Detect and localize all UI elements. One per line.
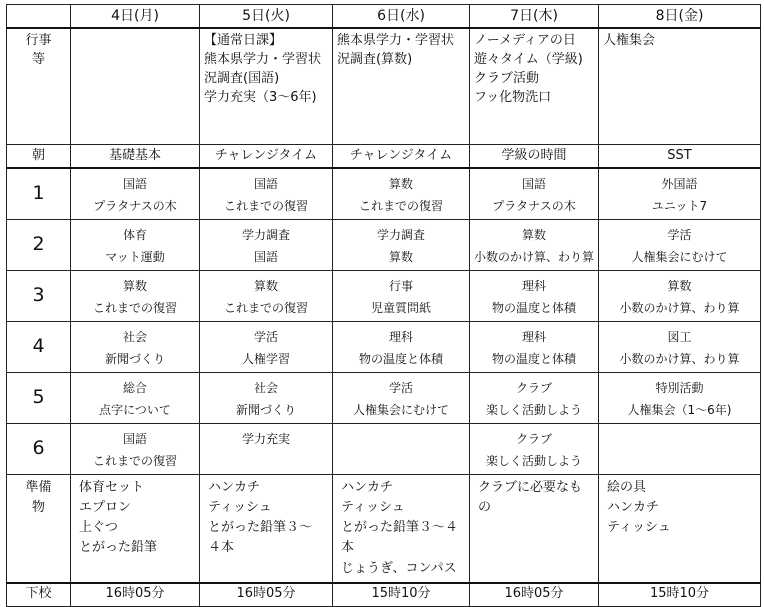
preparation-item: 絵の具 <box>607 480 647 495</box>
period-number: 3 <box>7 271 71 322</box>
preparation-item: ハンカチ <box>607 500 660 516</box>
lesson-cell <box>71 220 200 271</box>
morning-label: 朝 <box>7 145 71 169</box>
period-row <box>7 271 761 322</box>
preparation-item: ハンカチ <box>208 480 261 495</box>
lesson-cell <box>333 220 470 271</box>
preparation-item: とがった鉛筆３〜４本 <box>208 520 313 556</box>
lesson-cell <box>71 271 200 322</box>
preparation-item: クラブに必要なもの <box>478 480 583 516</box>
lesson-topic: プラタナスの木 <box>492 199 576 213</box>
day-header-thu: 7日(木) <box>470 5 599 29</box>
preparation-cell <box>71 475 200 583</box>
event-item: フッ化物洗口 <box>474 89 552 105</box>
day-header-tue: 5日(火) <box>200 5 333 29</box>
period-number: 6 <box>7 424 71 475</box>
lesson-subject: 国語 <box>122 432 147 446</box>
weekly-schedule-table <box>6 4 761 607</box>
period-row <box>7 220 761 271</box>
lesson-topic: 物の温度と体積 <box>491 352 576 366</box>
preparation-row <box>7 475 761 583</box>
lesson-cell <box>599 271 761 322</box>
dismissal-cell: 16時05分 <box>200 583 333 607</box>
events-label <box>7 28 71 145</box>
preparation-item: ティッシュ <box>607 520 671 536</box>
lesson-subject: 算数 <box>253 279 278 293</box>
lesson-topic: これまでの復習 <box>358 199 443 213</box>
lesson-cell <box>200 373 333 424</box>
dismissal-cell: 15時10分 <box>599 583 761 607</box>
morning-cell: チャレンジタイム <box>333 145 470 169</box>
preparation-item: とがった鉛筆 <box>79 540 158 556</box>
lesson-topic: 算数 <box>388 250 413 264</box>
lesson-cell <box>599 168 761 220</box>
preparation-cell <box>470 475 599 583</box>
preparation-cell <box>200 475 333 583</box>
preparation-item: ティッシュ <box>341 500 405 516</box>
period-number: 5 <box>7 373 71 424</box>
lesson-cell <box>71 373 200 424</box>
period-row <box>7 322 761 373</box>
period-rows <box>7 168 761 475</box>
lesson-subject: 体育 <box>122 228 147 242</box>
lesson-cell <box>333 322 470 373</box>
lesson-subject: 理科 <box>521 279 546 293</box>
lesson-cell <box>470 373 599 424</box>
morning-cell: チャレンジタイム <box>200 145 333 169</box>
lesson-topic: これまでの復習 <box>223 199 308 213</box>
lesson-topic: マット運動 <box>105 250 165 264</box>
preparation-cell <box>599 475 761 583</box>
lesson-subject: 算数 <box>667 279 692 293</box>
event-item: 熊本県学力・学習状況調査(国語) <box>204 51 322 86</box>
lesson-subject: 算数 <box>122 279 147 293</box>
period-row <box>7 424 761 475</box>
preparation-label-text: 準備物 <box>25 480 52 516</box>
events-cell <box>599 28 761 145</box>
lesson-topic: 楽しく活動しよう <box>485 403 582 417</box>
lesson-subject: 行事 <box>388 279 413 293</box>
lesson-subject: 特別活動 <box>655 381 704 395</box>
lesson-subject: クラブ <box>515 432 552 446</box>
lesson-cell <box>71 168 200 220</box>
preparation-item: 上ぐつ <box>79 520 119 536</box>
morning-cell: 基礎基本 <box>71 145 200 169</box>
lesson-subject: 学力充実 <box>241 432 290 446</box>
lesson-topic: 新聞づくり <box>235 403 296 417</box>
preparation-item: 体育セット <box>79 480 145 495</box>
event-item: 熊本県学力・学習状況調査(算数) <box>337 33 455 67</box>
lesson-cell <box>71 424 200 475</box>
lesson-cell <box>333 373 470 424</box>
lesson-cell <box>470 168 599 220</box>
lesson-topic: これまでの復習 <box>92 301 177 315</box>
events-label-text: 行事等 <box>25 33 52 67</box>
lesson-subject: 学力調査 <box>241 228 290 242</box>
lesson-topic: 小数のかけ算、わり算 <box>619 352 740 366</box>
morning-cell: 学級の時間 <box>470 145 599 169</box>
lesson-topic: 児童質問紙 <box>370 301 431 315</box>
day-header-fri: 8日(金) <box>599 5 761 29</box>
event-item: ノーメディアの日 <box>474 33 576 48</box>
lesson-subject: 国語 <box>521 177 546 191</box>
lesson-subject: 算数 <box>521 228 546 242</box>
lesson-cell <box>200 322 333 373</box>
lesson-cell <box>333 168 470 220</box>
lesson-cell <box>599 322 761 373</box>
lesson-topic: 人権集会にむけて <box>352 403 449 417</box>
period-number: 4 <box>7 322 71 373</box>
lesson-topic: 楽しく活動しよう <box>485 454 582 468</box>
lesson-cell <box>333 271 470 322</box>
lesson-cell <box>599 373 761 424</box>
lesson-topic: 人権集会にむけて <box>631 250 728 264</box>
header-row <box>7 5 761 29</box>
dismissal-label: 下校 <box>7 583 71 607</box>
dismissal-cell: 15時10分 <box>333 583 470 607</box>
events-cell <box>333 28 470 145</box>
lesson-subject: 図工 <box>667 330 692 344</box>
event-item: 人権集会 <box>603 33 656 48</box>
period-row <box>7 168 761 220</box>
lesson-topic: これまでの復習 <box>223 301 308 315</box>
events-row <box>7 28 761 145</box>
period-number: 2 <box>7 220 71 271</box>
lesson-cell <box>200 220 333 271</box>
lesson-cell <box>470 220 599 271</box>
lesson-topic: 人権集会（1〜6年) <box>627 403 732 417</box>
lesson-subject: 理科 <box>388 330 413 344</box>
lesson-subject: 算数 <box>388 177 413 191</box>
lesson-topic: 人権学習 <box>241 352 290 366</box>
lesson-subject: 学力調査 <box>376 228 425 242</box>
lesson-topic: 点字について <box>99 403 171 417</box>
lesson-subject: 外国語 <box>661 177 698 191</box>
lesson-subject: 社会 <box>122 330 147 344</box>
lesson-cell <box>599 424 761 475</box>
preparation-item: エプロン <box>79 500 132 516</box>
lesson-cell <box>200 271 333 322</box>
lesson-subject: 学活 <box>253 330 278 344</box>
lesson-topic: ユニット7 <box>651 199 708 213</box>
preparation-item: じょうぎ、コンパス <box>341 560 457 576</box>
event-item: クラブ活動 <box>474 70 540 86</box>
lesson-topic: 小数のかけ算、わり算 <box>473 250 594 264</box>
lesson-cell <box>200 424 333 475</box>
dismissal-cell: 16時05分 <box>71 583 200 607</box>
lesson-cell <box>200 168 333 220</box>
event-item: 【通常日課】 <box>204 33 283 48</box>
dismissal-cell: 16時05分 <box>470 583 599 607</box>
corner-cell <box>7 5 71 29</box>
lesson-topic: 小数のかけ算、わり算 <box>619 301 740 315</box>
events-cell <box>200 28 333 145</box>
lesson-subject: 国語 <box>122 177 147 191</box>
lesson-cell <box>470 271 599 322</box>
lesson-cell <box>333 424 470 475</box>
lesson-cell <box>470 322 599 373</box>
preparation-cell <box>333 475 470 583</box>
lesson-cell <box>71 322 200 373</box>
lesson-subject: クラブ <box>515 381 552 395</box>
preparation-item: ティッシュ <box>208 500 272 516</box>
morning-row <box>7 145 761 169</box>
preparation-item: とがった鉛筆３〜４本 <box>341 520 459 556</box>
lesson-topic: これまでの復習 <box>92 454 177 468</box>
lesson-subject: 学活 <box>388 381 413 395</box>
dismissal-row <box>7 583 761 607</box>
lesson-cell <box>470 424 599 475</box>
lesson-cell <box>599 220 761 271</box>
lesson-subject: 理科 <box>521 330 546 344</box>
events-cell <box>470 28 599 145</box>
period-row <box>7 373 761 424</box>
lesson-topic: 国語 <box>253 250 278 264</box>
lesson-subject: 社会 <box>253 381 278 395</box>
preparation-item: ハンカチ <box>341 480 394 495</box>
lesson-subject: 国語 <box>253 177 278 191</box>
lesson-topic: 新聞づくり <box>104 352 165 366</box>
lesson-subject: 学活 <box>667 228 692 242</box>
lesson-topic: プラタナスの木 <box>93 199 177 213</box>
event-item: 学力充実（3〜6年) <box>204 89 317 105</box>
event-item: 遊々タイム（学級) <box>474 51 583 67</box>
day-header-mon: 4日(月) <box>71 5 200 29</box>
events-cell <box>71 28 200 145</box>
lesson-topic: 物の温度と体積 <box>358 352 443 366</box>
preparation-label <box>7 475 71 583</box>
period-number: 1 <box>7 168 71 220</box>
lesson-topic: 物の温度と体積 <box>491 301 576 315</box>
lesson-subject: 総合 <box>122 381 147 395</box>
day-header-wed: 6日(水) <box>333 5 470 29</box>
morning-cell: SST <box>599 145 761 169</box>
